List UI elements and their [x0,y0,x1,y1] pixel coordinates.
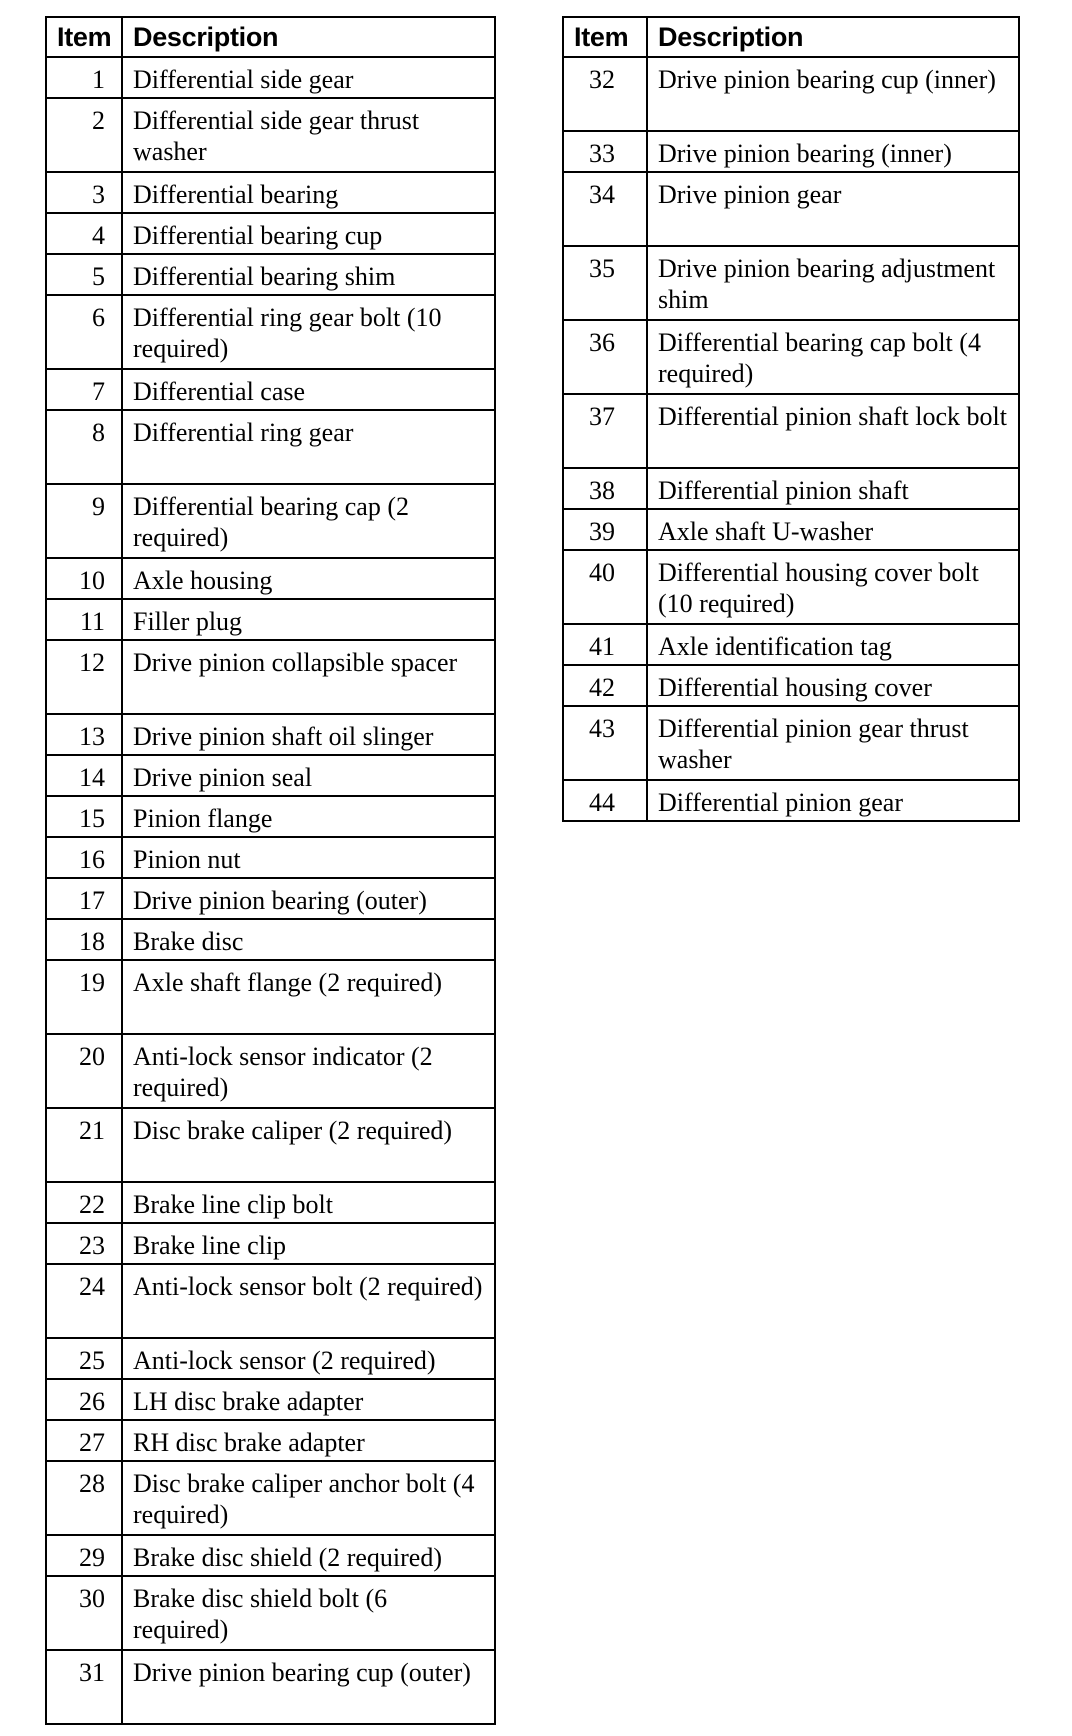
table-row [563,624,1019,665]
item-description: Drive pinion bearing adjustment shim [647,246,1019,320]
table-row [46,1379,495,1420]
item-description: Drive pinion bearing cup (inner) [647,57,1019,131]
table-row [46,410,495,484]
table-row [46,369,495,410]
item-description: Pinion nut [122,837,495,878]
table-row [46,1650,495,1724]
table-row [563,172,1019,246]
item-description: RH disc brake adapter [122,1420,495,1461]
item-number: 40 [563,550,647,624]
table-row [46,960,495,1034]
item-number: 19 [46,960,122,1034]
item-number: 31 [46,1650,122,1724]
item-description: Filler plug [122,599,495,640]
item-number: 17 [46,878,122,919]
item-description: Drive pinion bearing (inner) [647,131,1019,172]
table-row [46,57,495,98]
item-number: 18 [46,919,122,960]
item-number: 8 [46,410,122,484]
item-description: Differential pinion gear thrust washer [647,706,1019,780]
table-row [46,755,495,796]
table-row [46,878,495,919]
item-description: Brake disc [122,919,495,960]
item-number: 1 [46,57,122,98]
item-description: Anti-lock sensor bolt (2 required) [122,1264,495,1338]
table-row [563,550,1019,624]
item-number: 20 [46,1034,122,1108]
item-description: Differential housing cover bolt (10 required) [647,550,1019,624]
table-row [46,599,495,640]
table-row [563,468,1019,509]
table-row [46,1338,495,1379]
item-number: 2 [46,98,122,172]
table-row [46,1264,495,1338]
item-description: Brake line clip [122,1223,495,1264]
table-row [46,254,495,295]
item-number: 5 [46,254,122,295]
item-description: Differential bearing [122,172,495,213]
item-number: 39 [563,509,647,550]
item-number: 38 [563,468,647,509]
item-description: Differential side gear [122,57,495,98]
item-number: 13 [46,714,122,755]
item-number: 26 [46,1379,122,1420]
item-description: Brake line clip bolt [122,1182,495,1223]
item-number: 4 [46,213,122,254]
table-row [46,1182,495,1223]
item-number: 41 [563,624,647,665]
item-number: 16 [46,837,122,878]
table-row [46,796,495,837]
table-row [563,320,1019,394]
item-description: Brake disc shield (2 required) [122,1535,495,1576]
table-row [563,394,1019,468]
header-row [563,17,1019,57]
table-row [46,1108,495,1182]
item-description: Differential ring gear bolt (10 required) [122,295,495,369]
item-number: 9 [46,484,122,558]
item-number: 27 [46,1420,122,1461]
parts-table-left [45,16,496,1725]
table-row [563,131,1019,172]
table-row [563,509,1019,550]
item-description: Drive pinion seal [122,755,495,796]
table-row [46,484,495,558]
item-column-header: Item [563,17,647,57]
item-number: 11 [46,599,122,640]
table-row [46,837,495,878]
item-number: 14 [46,755,122,796]
item-number: 21 [46,1108,122,1182]
item-description: Differential pinion shaft [647,468,1019,509]
item-description: Axle identification tag [647,624,1019,665]
item-description: Pinion flange [122,796,495,837]
item-number: 44 [563,780,647,821]
table-row [46,98,495,172]
item-description: Differential bearing cap (2 required) [122,484,495,558]
item-description: Differential side gear thrust washer [122,98,495,172]
item-number: 33 [563,131,647,172]
item-description: Differential bearing cup [122,213,495,254]
item-column-header: Item [46,17,122,57]
item-number: 34 [563,172,647,246]
item-number: 6 [46,295,122,369]
item-description: Drive pinion collapsible spacer [122,640,495,714]
table-row [46,172,495,213]
item-description: Drive pinion bearing (outer) [122,878,495,919]
item-number: 30 [46,1576,122,1650]
item-description: Differential housing cover [647,665,1019,706]
table-row [46,640,495,714]
parts-table-right [562,16,1020,822]
table-row [563,246,1019,320]
item-number: 35 [563,246,647,320]
table-row [46,1535,495,1576]
item-number: 36 [563,320,647,394]
item-description: Differential pinion gear [647,780,1019,821]
item-description: Axle shaft U-washer [647,509,1019,550]
item-description: Differential bearing cap bolt (4 required) [647,320,1019,394]
table-row [46,295,495,369]
item-number: 3 [46,172,122,213]
item-number: 28 [46,1461,122,1535]
header-row [46,17,495,57]
item-number: 42 [563,665,647,706]
item-number: 10 [46,558,122,599]
item-description: Anti-lock sensor indicator (2 required) [122,1034,495,1108]
table-row [46,1461,495,1535]
table-row [46,213,495,254]
table-row [563,57,1019,131]
item-description: Differential case [122,369,495,410]
item-description: Anti-lock sensor (2 required) [122,1338,495,1379]
table-row [46,1223,495,1264]
item-number: 37 [563,394,647,468]
item-number: 29 [46,1535,122,1576]
item-description: Drive pinion shaft oil slinger [122,714,495,755]
table-row [46,1034,495,1108]
item-number: 25 [46,1338,122,1379]
item-description: Differential bearing shim [122,254,495,295]
item-description: Differential ring gear [122,410,495,484]
item-description: Drive pinion gear [647,172,1019,246]
item-description: Differential pinion shaft lock bolt [647,394,1019,468]
table-row [563,780,1019,821]
item-description: LH disc brake adapter [122,1379,495,1420]
table-row [46,714,495,755]
table-row [46,1420,495,1461]
table-row [46,919,495,960]
item-description: Axle shaft flange (2 required) [122,960,495,1034]
item-description: Disc brake caliper (2 required) [122,1108,495,1182]
item-number: 15 [46,796,122,837]
table-row [563,706,1019,780]
item-description: Drive pinion bearing cup (outer) [122,1650,495,1724]
item-number: 43 [563,706,647,780]
description-column-header: Description [122,17,495,57]
table-row [46,558,495,599]
item-number: 12 [46,640,122,714]
description-column-header: Description [647,17,1019,57]
item-description: Disc brake caliper anchor bolt (4 required) [122,1461,495,1535]
item-description: Brake disc shield bolt (6 required) [122,1576,495,1650]
table-row [46,1576,495,1650]
table-row [563,665,1019,706]
item-number: 7 [46,369,122,410]
item-number: 24 [46,1264,122,1338]
item-number: 22 [46,1182,122,1223]
item-number: 32 [563,57,647,131]
item-number: 23 [46,1223,122,1264]
item-description: Axle housing [122,558,495,599]
